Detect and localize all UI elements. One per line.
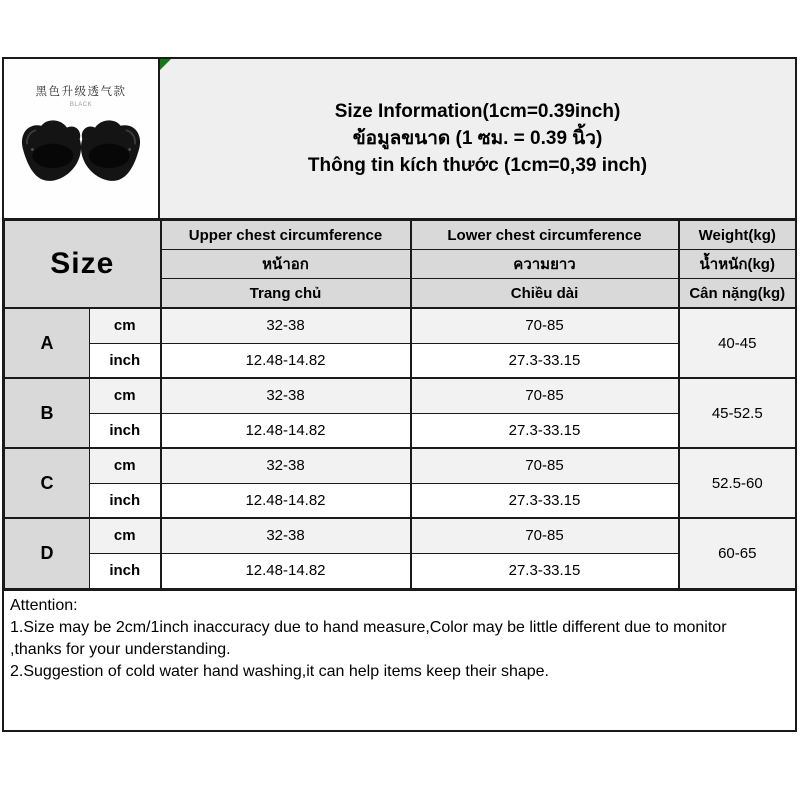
header-band — [4, 59, 795, 220]
cell-c-inch-lower: 27.3-33.15 — [411, 483, 679, 518]
row-b-cm — [5, 378, 796, 413]
title-th: ข้อมูลขนาด (1 ซม. = 0.39 นิ้ว) — [352, 128, 603, 149]
cell-b-weight: 45-52.5 — [679, 378, 796, 448]
unit-inch-label: inch — [90, 343, 161, 378]
product-caption: 黑色升级透气款 — [35, 86, 127, 98]
unit-inch-label: inch — [90, 553, 161, 588]
row-c-cm — [5, 448, 796, 483]
cell-d-inch-lower: 27.3-33.15 — [411, 553, 679, 588]
notes-line-2: ,thanks for your understanding. — [10, 640, 231, 658]
title-cell — [160, 59, 795, 218]
cell-b-cm-lower: 70-85 — [411, 378, 679, 413]
cell-c-weight: 52.5-60 — [679, 448, 796, 518]
cell-d-cm-lower: 70-85 — [411, 518, 679, 553]
product-image-cell — [4, 59, 160, 218]
unit-inch-label: inch — [90, 413, 161, 448]
size-chart-sheet — [2, 57, 797, 732]
cell-a-inch-lower: 27.3-33.15 — [411, 343, 679, 378]
unit-cm-label: cm — [90, 378, 161, 413]
unit-cm-label: cm — [90, 518, 161, 553]
header-lower-en: Lower chest circumference — [411, 221, 679, 250]
cell-c-cm-upper: 32-38 — [161, 448, 411, 483]
row-a-cm — [5, 308, 796, 343]
unit-cm-label: cm — [90, 308, 161, 343]
notes-line-3: 2.Suggestion of cold water hand washing,it can help items keep their shape. — [10, 662, 549, 680]
header-upper-vi: Trang chủ — [161, 279, 411, 309]
cell-b-cm-upper: 32-38 — [161, 378, 411, 413]
cell-d-inch-upper: 12.48-14.82 — [161, 553, 411, 588]
attention-notes — [4, 589, 795, 730]
header-upper-th: หน้าอก — [161, 250, 411, 279]
size-d-label: D — [5, 518, 90, 588]
row-a-inch — [5, 343, 796, 378]
cell-b-inch-upper: 12.48-14.82 — [161, 413, 411, 448]
bra-pads-photo-icon — [17, 116, 145, 188]
row-d-cm — [5, 518, 796, 553]
header-row-en — [5, 221, 796, 250]
cell-d-weight: 60-65 — [679, 518, 796, 588]
size-c-label: C — [5, 448, 90, 518]
header-weight-th: น้ำหนัก(kg) — [679, 250, 796, 279]
header-weight-vi: Cân nặng(kg) — [679, 279, 796, 309]
unit-cm-label: cm — [90, 448, 161, 483]
cell-c-inch-upper: 12.48-14.82 — [161, 483, 411, 518]
row-b-inch — [5, 413, 796, 448]
size-b-label: B — [5, 378, 90, 448]
cell-a-weight: 40-45 — [679, 308, 796, 378]
header-lower-vi: Chiều dài — [411, 279, 679, 309]
unit-inch-label: inch — [90, 483, 161, 518]
row-c-inch — [5, 483, 796, 518]
header-weight-en: Weight(kg) — [679, 221, 796, 250]
notes-line-1: 1.Size may be 2cm/1inch inaccuracy due to hand measure,Color may be little different due to monitor — [10, 618, 727, 636]
size-header: Size — [5, 221, 161, 309]
cell-d-cm-upper: 32-38 — [161, 518, 411, 553]
product-subcaption: BLACK — [69, 102, 93, 108]
green-corner-marker-icon — [160, 59, 171, 70]
title-en: Size Information(1cm=0.39inch) — [334, 101, 621, 122]
cell-a-cm-lower: 70-85 — [411, 308, 679, 343]
cell-a-inch-upper: 12.48-14.82 — [161, 343, 411, 378]
header-upper-en: Upper chest circumference — [161, 221, 411, 250]
title-vi: Thông tin kích thước (1cm=0,39 inch) — [307, 155, 648, 176]
header-lower-th: ความยาว — [411, 250, 679, 279]
row-d-inch — [5, 553, 796, 588]
notes-title: Attention: — [10, 596, 78, 614]
cell-c-cm-lower: 70-85 — [411, 448, 679, 483]
cell-a-cm-upper: 32-38 — [161, 308, 411, 343]
cell-b-inch-lower: 27.3-33.15 — [411, 413, 679, 448]
size-table — [4, 220, 796, 589]
size-a-label: A — [5, 308, 90, 378]
